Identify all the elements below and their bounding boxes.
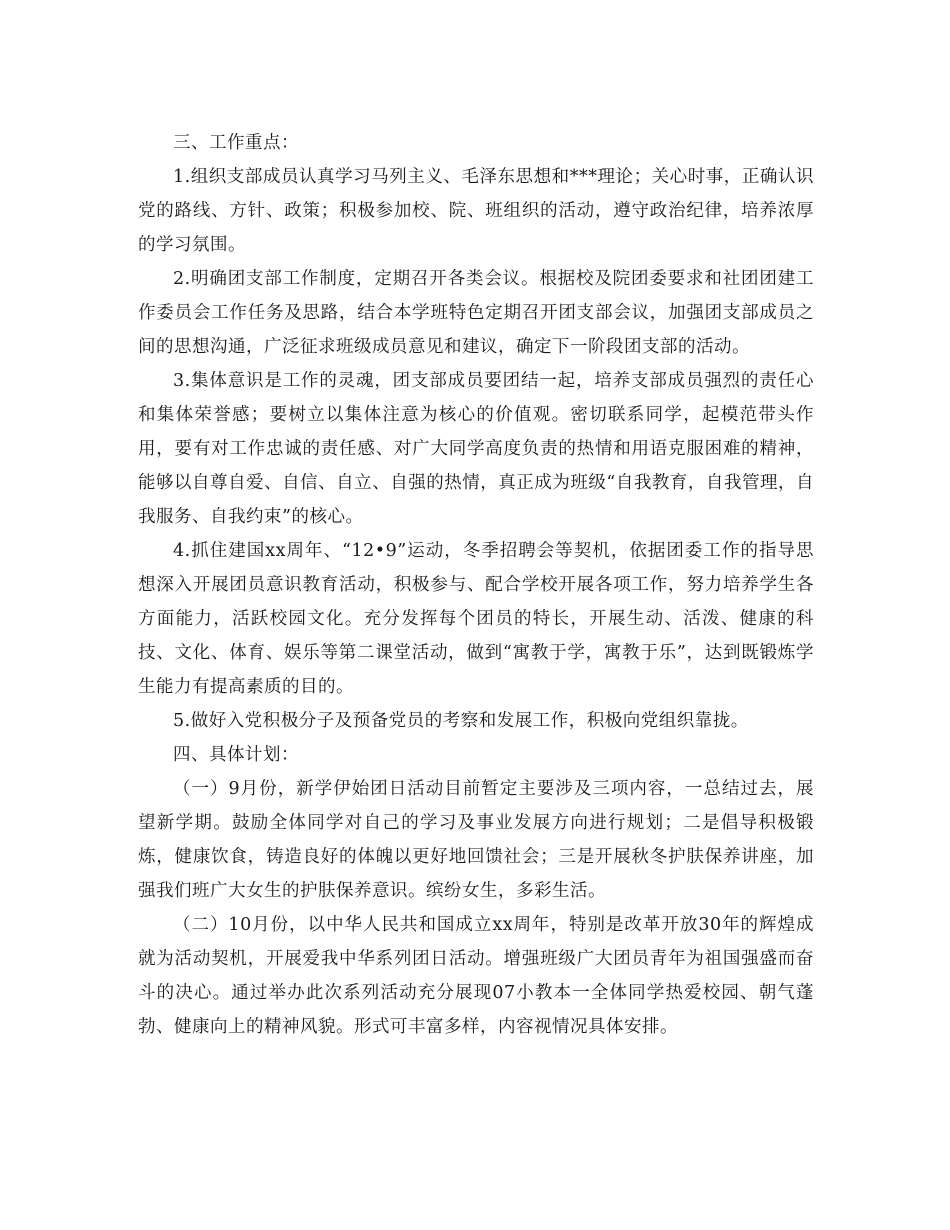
section-three-heading: 三、工作重点： — [173, 133, 299, 153]
work-point-5: 5.做好入党积极分子及预备党员的考察和发展工作，积极向党组织靠拢。 — [173, 711, 749, 731]
work-point-4: 4.抓住建国xx周年、“12•9”运动，冬季招聘会等契机，依据团委工作的指导思想深入开展团员意识教育活动，积极参与、配合学校开展各项工作，努力培养学生各方面能力，活跃校园文化。充分发挥每个团员的特长，开展生动、活泼、健康的科技、文化、体育、娱乐等第二课堂活动，做到“寓教于学，寓教于乐”，达到既锻炼学生能力有提高素质的目的。 — [138, 541, 814, 697]
work-point-2: 2.明确团支部工作制度，定期召开各类会议。根据校及院团委要求和社团团建工作委员会工作任务及思路，结合本学班特色定期召开团支部会议，加强团支部成员之间的思想沟通，广泛征求班级成员意见和建议，确定下一阶段团支部的活动。 — [138, 269, 814, 357]
plan-item-2: （二）10月份，以中华人民共和国成立xx周年，特别是改革开放30年的辉煌成就为活动契机，开展爱我中华系列团日活动。增强班级广大团员青年为祖国强盛而奋斗的决心。通过举办此次系列活动充分展现07小教本一全体同学热爱校园、朝气蓬勃、健康向上的精神风貌。形式可丰富多样，内容视情况具体安排。 — [138, 915, 814, 1037]
work-point-3: 3.集体意识是工作的灵魂，团支部成员要团结一起，培养支部成员强烈的责任心和集体荣誉感；要树立以集体注意为核心的价值观。密切联系同学，起模范带头作用，要有对工作忠诚的责任感、对广大同学高度负责的热情和用语克服困难的精神，能够以自尊自爱、自信、自立、自强的热情，真正成为班级“自我教育，自我管理，自我服务、自我约束”的核心。 — [138, 371, 814, 527]
plan-item-1: （一）9月份，新学伊始团日活动目前暂定主要涉及三项内容，一总结过去，展望新学期。鼓励全体同学对自己的学习及事业发展方向进行规划；二是倡导积极锻炼，健康饮食，铸造良好的体魄以更好地回馈社会；三是开展秋冬护肤保养讲座，加强我们班广大女生的护肤保养意识。缤纷女生，多彩生活。 — [138, 779, 814, 901]
work-point-1: 1.组织支部成员认真学习马列主义、毛泽东思想和***理论；关心时事，正确认识党的路线、方针、政策；积极参加校、院、班组织的活动，遵守政治纪律，培养浓厚的学习氛围。 — [138, 167, 814, 255]
document-body — [138, 126, 814, 1044]
section-four-heading: 四、具体计划： — [173, 745, 299, 765]
